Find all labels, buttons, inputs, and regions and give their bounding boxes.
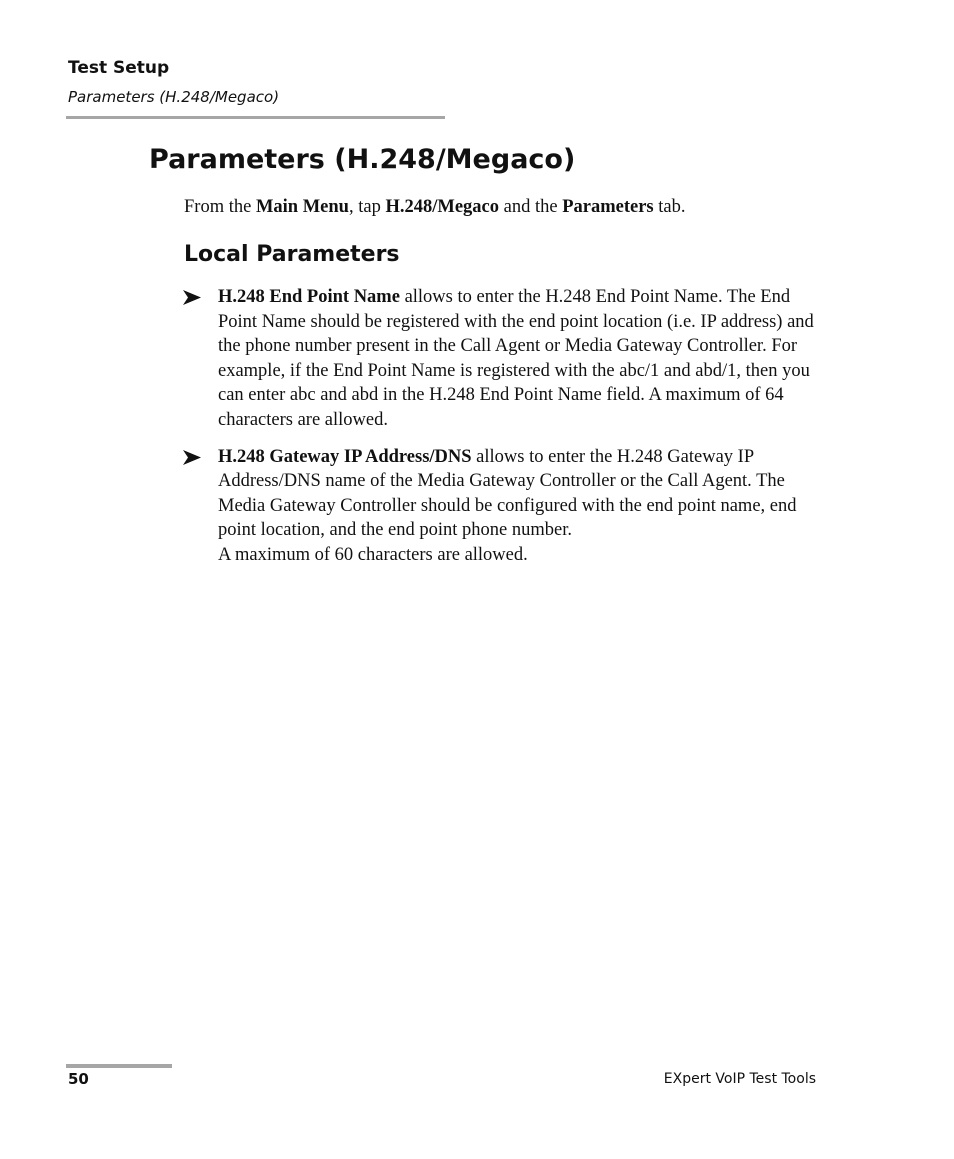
- arrow-bullet-icon: [183, 450, 201, 465]
- footer-rule: [66, 1064, 172, 1068]
- page-number: 50: [68, 1070, 89, 1088]
- list-item-term: H.248 End Point Name: [218, 287, 400, 307]
- intro-text: and the: [499, 197, 563, 217]
- parameter-list: [183, 285, 833, 580]
- running-header-section: Test Setup: [68, 58, 170, 78]
- intro-text: From the: [184, 197, 256, 217]
- intro-term-h248: H.248/Megaco: [385, 197, 499, 217]
- list-item-text: allows to enter the H.248 End Point Name. The End Point Name should be registered with the end point location (i.e. IP address) and the phone number present in the Call Agent or Media Gateway Controller. For example, if the End Point Name is registered with the abc/1 and abd/1, then you can enter abc and abd in the H.248 End Point Name field. A maximum of 64 characters are allowed.: [218, 287, 814, 430]
- list-item-text: allows to enter the H.248 Gateway IP Address/DNS name of the Media Gateway Controller or the Call Agent. The Media Gateway Controller should be configured with the end point name, end point location, and the end point phone number.: [218, 446, 797, 541]
- list-item: [183, 285, 833, 433]
- page-title: Parameters (H.248/Megaco): [149, 144, 576, 175]
- intro-term-parameters: Parameters: [562, 197, 654, 217]
- list-item-note: A maximum of 60 characters are allowed.: [218, 544, 528, 565]
- footer-product-name: EXpert VoIP Test Tools: [663, 1071, 816, 1087]
- list-item-term: H.248 Gateway IP Address/DNS: [218, 446, 472, 467]
- intro-paragraph: [184, 195, 685, 219]
- list-item: [183, 445, 833, 568]
- section-title: Local Parameters: [184, 242, 400, 267]
- header-rule: [66, 116, 445, 119]
- running-header-subsection: Parameters (H.248/Megaco): [68, 88, 280, 106]
- intro-term-main-menu: Main Menu: [255, 197, 349, 217]
- list-item-body: [218, 445, 833, 543]
- intro-text: , tap: [348, 197, 386, 217]
- arrow-bullet-icon: [183, 290, 201, 305]
- list-item-body: [218, 285, 833, 433]
- intro-text: tab.: [653, 197, 686, 217]
